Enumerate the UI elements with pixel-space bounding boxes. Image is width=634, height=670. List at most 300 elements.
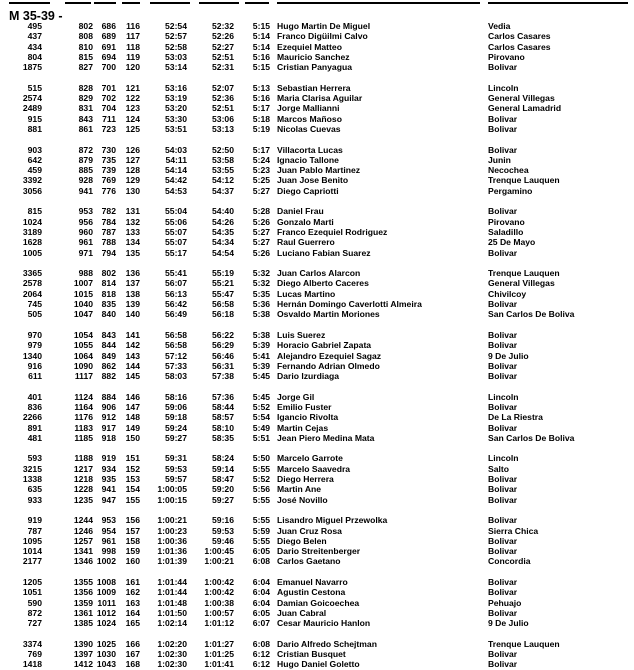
net-time: 55:21 xyxy=(212,278,234,289)
runner-city: General Villegas xyxy=(488,93,555,104)
runner-city: Bolivar xyxy=(488,62,518,73)
gender-position: 702 xyxy=(101,93,116,104)
bib-number: 401 xyxy=(27,391,42,402)
runner-name: Juan Jose Benito xyxy=(277,175,349,186)
category-position: 128 xyxy=(125,165,140,176)
group-separator xyxy=(0,320,634,330)
bib-number: 635 xyxy=(27,484,42,495)
gun-time: 55:07 xyxy=(165,226,187,237)
runner-city: Bolivar xyxy=(488,247,518,258)
gun-time: 59:31 xyxy=(165,453,187,464)
runner-city: Lincoln xyxy=(488,453,519,464)
gender-position: 784 xyxy=(101,216,116,227)
runner-city: Bolivar xyxy=(488,299,518,310)
gender-position: 788 xyxy=(101,237,116,248)
general-position: 1397 xyxy=(73,649,93,660)
net-time: 58:47 xyxy=(212,474,234,485)
runner-name: Sebastian Herrera xyxy=(277,82,351,93)
runner-name: Osvaldo Martin Moriones xyxy=(277,309,380,320)
pace: 5:16 xyxy=(252,93,270,104)
net-time: 1:00:21 xyxy=(204,556,234,567)
runner-city: Pirovano xyxy=(488,216,525,227)
gun-time: 56:58 xyxy=(165,340,187,351)
net-time: 54:34 xyxy=(212,237,234,248)
table-row xyxy=(0,546,634,556)
runner-city: Pehuajo xyxy=(488,597,522,608)
gun-time: 1:01:50 xyxy=(157,607,187,618)
table-row xyxy=(0,484,634,494)
net-time: 1:01:41 xyxy=(204,659,234,670)
pace: 5:52 xyxy=(252,474,270,485)
group-separator xyxy=(0,381,634,391)
bib-number: 590 xyxy=(27,597,42,608)
runner-city: 9 De Julio xyxy=(488,350,529,361)
table-row xyxy=(0,392,634,402)
bib-number: 642 xyxy=(27,154,42,165)
net-time: 54:37 xyxy=(212,185,234,196)
group-separator xyxy=(0,629,634,639)
runner-name: Agustin Cestona xyxy=(277,587,346,598)
net-time: 57:38 xyxy=(212,371,234,382)
runner-city: Bolivar xyxy=(488,535,518,546)
table-row xyxy=(0,423,634,433)
pace: 5:27 xyxy=(252,226,270,237)
gender-position: 1030 xyxy=(96,649,116,660)
group-separator xyxy=(0,258,634,268)
pace: 5:27 xyxy=(252,185,270,196)
gender-position: 906 xyxy=(101,401,116,412)
net-time: 53:06 xyxy=(212,113,234,124)
runner-city: Trenque Lauquen xyxy=(488,268,560,279)
category-position: 143 xyxy=(125,350,140,361)
pace: 6:08 xyxy=(252,556,270,567)
pace: 5:55 xyxy=(252,463,270,474)
general-position: 1390 xyxy=(73,638,93,649)
bib-number: 916 xyxy=(27,360,42,371)
category-position: 118 xyxy=(126,41,140,52)
bib-number: 1340 xyxy=(22,350,42,361)
pace: 5:51 xyxy=(252,432,270,443)
gender-position: 730 xyxy=(101,144,116,155)
top-rule-2 xyxy=(65,2,91,4)
runner-name: Hernán Domingo Caverlotti Almeira xyxy=(277,299,422,310)
gender-position: 1043 xyxy=(96,659,116,670)
gender-position: 953 xyxy=(101,515,116,526)
pace: 5:55 xyxy=(252,494,270,505)
pace: 5:55 xyxy=(252,535,270,546)
general-position: 1054 xyxy=(73,329,93,340)
gun-time: 1:02:20 xyxy=(157,638,187,649)
category-position: 123 xyxy=(125,103,140,114)
pace: 5:25 xyxy=(252,175,270,186)
table-row xyxy=(0,93,634,103)
net-time: 59:27 xyxy=(212,494,234,505)
bib-number: 515 xyxy=(27,82,42,93)
runner-city: Bolivar xyxy=(488,659,518,670)
category-position: 159 xyxy=(125,546,140,557)
runner-city: Bolivar xyxy=(488,577,518,588)
gender-position: 1002 xyxy=(96,556,116,567)
pace: 5:50 xyxy=(252,453,270,464)
general-position: 815 xyxy=(78,51,93,62)
gender-position: 935 xyxy=(101,474,116,485)
gender-position: 919 xyxy=(101,453,116,464)
bib-number: 2574 xyxy=(22,93,42,104)
gun-time: 1:00:36 xyxy=(157,535,187,546)
gender-position: 844 xyxy=(101,340,116,351)
runner-city: Bolivar xyxy=(488,329,518,340)
category-position: 120 xyxy=(125,62,140,73)
bib-number: 437 xyxy=(27,31,42,42)
gun-time: 59:27 xyxy=(165,432,187,443)
net-time: 54:40 xyxy=(212,206,234,217)
category-position: 140 xyxy=(125,309,140,320)
runner-city: Bolivar xyxy=(488,340,518,351)
gun-time: 1:01:44 xyxy=(157,577,187,588)
group-separator xyxy=(0,72,634,82)
gender-position: 862 xyxy=(101,360,116,371)
bib-number: 3215 xyxy=(22,463,42,474)
gun-time: 56:13 xyxy=(165,288,187,299)
gender-position: 1008 xyxy=(96,577,116,588)
runner-city: Bolivar xyxy=(488,144,518,155)
runner-city: Bolivar xyxy=(488,649,518,660)
category-position: 166 xyxy=(125,638,140,649)
category-position: 127 xyxy=(125,154,140,165)
runner-name: Luciano Fabian Suarez xyxy=(277,247,371,258)
bib-number: 2177 xyxy=(22,556,42,567)
gun-time: 1:01:44 xyxy=(157,587,187,598)
net-time: 53:58 xyxy=(212,154,234,165)
runner-name: Cesar Mauricio Hanlon xyxy=(277,618,371,629)
category-position: 122 xyxy=(125,93,140,104)
pace: 5:39 xyxy=(252,360,270,371)
general-position: 941 xyxy=(78,185,93,196)
category-position: 138 xyxy=(125,288,140,299)
pace: 5:14 xyxy=(252,31,270,42)
category-position: 131 xyxy=(125,206,140,217)
runner-city: 25 De Mayo xyxy=(488,237,536,248)
bib-number: 1205 xyxy=(22,577,42,588)
table-row xyxy=(0,248,634,258)
category-position: 164 xyxy=(125,607,140,618)
gun-time: 57:33 xyxy=(165,360,187,371)
table-row xyxy=(0,309,634,319)
general-position: 861 xyxy=(78,123,93,134)
gender-position: 818 xyxy=(101,288,116,299)
group-separator xyxy=(0,567,634,577)
top-rule-7 xyxy=(245,2,269,4)
general-position: 1385 xyxy=(73,618,93,629)
table-row xyxy=(0,453,634,463)
runner-city: Bolivar xyxy=(488,123,518,134)
general-position: 1183 xyxy=(74,422,93,433)
pace: 5:15 xyxy=(252,21,270,31)
top-rule-6 xyxy=(199,2,239,4)
runner-name: Lucas Martino xyxy=(277,288,336,299)
runner-name: Juan Cabral xyxy=(277,607,327,618)
category-position: 132 xyxy=(125,216,140,227)
runner-name: Juan Pablo Martinez xyxy=(277,165,361,176)
category-position: 126 xyxy=(125,144,140,155)
net-time: 56:31 xyxy=(212,360,234,371)
bib-number: 2578 xyxy=(22,278,42,289)
bib-number: 611 xyxy=(28,371,42,382)
pace: 5:19 xyxy=(252,123,270,134)
table-row xyxy=(0,278,634,288)
runner-city: Bolivar xyxy=(488,401,518,412)
gender-position: 912 xyxy=(101,412,116,423)
bib-number: 891 xyxy=(27,422,42,433)
table-row xyxy=(0,618,634,628)
table-row xyxy=(0,495,634,505)
category-position: 119 xyxy=(126,51,140,62)
gun-time: 1:01:36 xyxy=(157,546,187,557)
gender-position: 814 xyxy=(101,278,116,289)
runner-name: José Novillo xyxy=(277,494,328,505)
category-position: 152 xyxy=(125,463,140,474)
net-time: 1:00:45 xyxy=(204,546,234,557)
category-position: 142 xyxy=(125,340,140,351)
gender-position: 843 xyxy=(101,329,116,340)
gun-time: 52:54 xyxy=(165,21,187,31)
runner-name: Gonzalo Marti xyxy=(277,216,334,227)
table-row xyxy=(0,124,634,134)
pace: 5:18 xyxy=(252,113,270,124)
bib-number: 2489 xyxy=(22,103,42,114)
net-time: 59:20 xyxy=(212,484,234,495)
category-position: 147 xyxy=(125,401,140,412)
pace: 5:14 xyxy=(252,41,270,52)
pace: 5:32 xyxy=(252,268,270,279)
bib-number: 1628 xyxy=(22,237,42,248)
gun-time: 54:14 xyxy=(165,165,187,176)
category-position: 121 xyxy=(125,82,140,93)
gun-time: 53:19 xyxy=(165,93,187,104)
table-row xyxy=(0,62,634,72)
table-row xyxy=(0,402,634,412)
gun-time: 1:00:23 xyxy=(157,525,187,536)
bib-number: 1014 xyxy=(22,546,42,557)
pace: 6:12 xyxy=(252,649,270,660)
table-row xyxy=(0,340,634,350)
runner-city: Bolivar xyxy=(488,546,518,557)
runner-city: San Carlos De Boliva xyxy=(488,309,575,320)
runner-name: Marcelo Garrote xyxy=(277,453,343,464)
general-position: 961 xyxy=(78,237,93,248)
runner-city: De La Riestra xyxy=(488,412,543,423)
gun-time: 53:14 xyxy=(165,62,187,73)
pace: 5:45 xyxy=(252,371,270,382)
gender-position: 686 xyxy=(101,21,116,31)
pace: 6:08 xyxy=(252,638,270,649)
general-position: 956 xyxy=(78,216,93,227)
gender-position: 882 xyxy=(101,371,116,382)
general-position: 1117 xyxy=(74,371,93,382)
table-row xyxy=(0,474,634,484)
pace: 5:27 xyxy=(252,237,270,248)
runner-city: San Carlos De Boliva xyxy=(488,432,575,443)
runner-name: Villacorta Lucas xyxy=(277,144,343,155)
table-row xyxy=(0,114,634,124)
runner-name: Cristian Busquet xyxy=(277,649,346,660)
net-time: 1:01:25 xyxy=(204,649,234,660)
pace: 6:04 xyxy=(252,587,270,598)
net-time: 52:36 xyxy=(212,93,234,104)
runner-name: Jorge Gil xyxy=(277,391,315,402)
bib-number: 1095 xyxy=(22,535,42,546)
table-row xyxy=(0,412,634,422)
runner-city: Junin xyxy=(488,154,511,165)
runner-city: Trenque Lauquen xyxy=(488,175,560,186)
table-row xyxy=(0,42,634,52)
category-position: 167 xyxy=(125,649,140,660)
runner-name: Ezequiel Matteo xyxy=(277,41,342,52)
runner-city: Carlos Casares xyxy=(488,41,551,52)
general-position: 1355 xyxy=(73,577,93,588)
general-position: 928 xyxy=(78,175,93,186)
gun-time: 53:03 xyxy=(165,51,187,62)
net-time: 56:58 xyxy=(212,299,234,310)
bib-number: 3189 xyxy=(22,226,42,237)
net-time: 58:57 xyxy=(212,412,234,423)
net-time: 53:13 xyxy=(212,123,234,134)
bib-number: 881 xyxy=(27,123,42,134)
gender-position: 840 xyxy=(101,309,116,320)
table-row xyxy=(0,556,634,566)
net-time: 52:26 xyxy=(212,31,234,42)
runner-city: Lincoln xyxy=(488,391,519,402)
pace: 5:32 xyxy=(252,278,270,289)
bib-number: 727 xyxy=(27,618,42,629)
net-time: 58:24 xyxy=(212,453,234,464)
runner-city: Concordia xyxy=(488,556,531,567)
category-position: 141 xyxy=(125,329,140,340)
table-row xyxy=(0,206,634,216)
pace: 5:59 xyxy=(252,525,270,536)
gender-position: 1025 xyxy=(96,638,116,649)
gender-position: 947 xyxy=(101,494,116,505)
general-position: 810 xyxy=(78,41,93,52)
bib-number: 434 xyxy=(27,41,42,52)
runner-city: Carlos Casares xyxy=(488,31,551,42)
gender-position: 961 xyxy=(101,535,116,546)
net-time: 54:12 xyxy=(212,175,234,186)
runner-city: Vedia xyxy=(488,21,511,31)
bib-number: 505 xyxy=(27,309,42,320)
general-position: 971 xyxy=(78,247,93,258)
runner-name: Damian Goicoechea xyxy=(277,597,360,608)
gender-position: 918 xyxy=(101,432,116,443)
gun-time: 54:53 xyxy=(165,185,187,196)
general-position: 1055 xyxy=(73,340,93,351)
runner-name: Franco Digüilmi Calvo xyxy=(277,31,368,42)
net-time: 54:54 xyxy=(212,247,234,258)
gender-position: 1011 xyxy=(97,597,116,608)
net-time: 59:46 xyxy=(212,535,234,546)
gender-position: 769 xyxy=(101,175,116,186)
general-position: 1164 xyxy=(74,401,93,412)
gender-position: 849 xyxy=(101,350,116,361)
gender-position: 735 xyxy=(101,154,116,165)
runner-city: Trenque Lauquen xyxy=(488,638,560,649)
category-position: 153 xyxy=(125,474,140,485)
runner-name: Jean Piero Medina Mata xyxy=(277,432,375,443)
table-row xyxy=(0,371,634,381)
gun-time: 54:42 xyxy=(165,175,187,186)
table-row xyxy=(0,237,634,247)
pace: 5:56 xyxy=(252,484,270,495)
runner-name: Juan Carlos Alarcon xyxy=(277,268,361,279)
category-position: 158 xyxy=(125,535,140,546)
top-rule-9 xyxy=(488,2,628,4)
runner-name: Dario Alfredo Schejtman xyxy=(277,638,377,649)
pace: 5:16 xyxy=(252,51,270,62)
net-time: 52:27 xyxy=(212,41,234,52)
pace: 5:55 xyxy=(252,515,270,526)
pace: 5:35 xyxy=(252,288,270,299)
pace: 5:38 xyxy=(252,329,270,340)
bib-number: 1875 xyxy=(22,62,42,73)
general-position: 960 xyxy=(78,226,93,237)
gender-position: 739 xyxy=(101,165,116,176)
runner-name: Diego Herrera xyxy=(277,474,334,485)
table-row xyxy=(0,145,634,155)
runner-name: Hugo Martin De Miguel xyxy=(277,21,371,31)
net-time: 52:07 xyxy=(212,82,234,93)
gun-time: 54:03 xyxy=(165,144,187,155)
runner-city: General Lamadrid xyxy=(488,103,562,114)
runner-city: Saladillo xyxy=(488,226,524,237)
gender-position: 689 xyxy=(101,31,116,42)
gun-time: 59:18 xyxy=(165,412,187,423)
bib-number: 3374 xyxy=(22,638,42,649)
net-time: 59:53 xyxy=(212,525,234,536)
net-time: 55:47 xyxy=(212,288,234,299)
pace: 5:41 xyxy=(252,350,270,361)
bib-number: 459 xyxy=(27,165,42,176)
runner-name: Daniel Frau xyxy=(277,206,324,217)
runner-name: Hugo Daniel Goletto xyxy=(277,659,360,670)
gender-position: 917 xyxy=(101,422,116,433)
bib-number: 593 xyxy=(27,453,42,464)
gun-time: 59:53 xyxy=(165,463,187,474)
net-time: 56:22 xyxy=(212,329,234,340)
category-position: 144 xyxy=(125,360,140,371)
gender-position: 700 xyxy=(101,62,116,73)
table-row xyxy=(0,659,634,669)
runner-name: Horacio Gabriel Zapata xyxy=(277,340,372,351)
general-position: 1356 xyxy=(73,587,93,598)
net-time: 52:51 xyxy=(212,51,234,62)
net-time: 56:46 xyxy=(212,350,234,361)
net-time: 59:14 xyxy=(212,463,234,474)
general-position: 1246 xyxy=(73,525,93,536)
net-time: 59:16 xyxy=(212,515,234,526)
runner-name: Dario Izurdiaga xyxy=(277,371,340,382)
gun-time: 52:58 xyxy=(165,41,187,52)
runner-name: Marcos Mañoso xyxy=(277,113,342,124)
category-position: 165 xyxy=(125,618,140,629)
category-heading: M 35-39 - xyxy=(9,9,63,23)
table-row xyxy=(0,536,634,546)
gender-position: 954 xyxy=(101,525,116,536)
net-time: 52:31 xyxy=(212,62,234,73)
runner-city: Bolivar xyxy=(488,587,518,598)
gun-time: 58:16 xyxy=(165,391,187,402)
table-row xyxy=(0,289,634,299)
bib-number: 1051 xyxy=(22,587,42,598)
